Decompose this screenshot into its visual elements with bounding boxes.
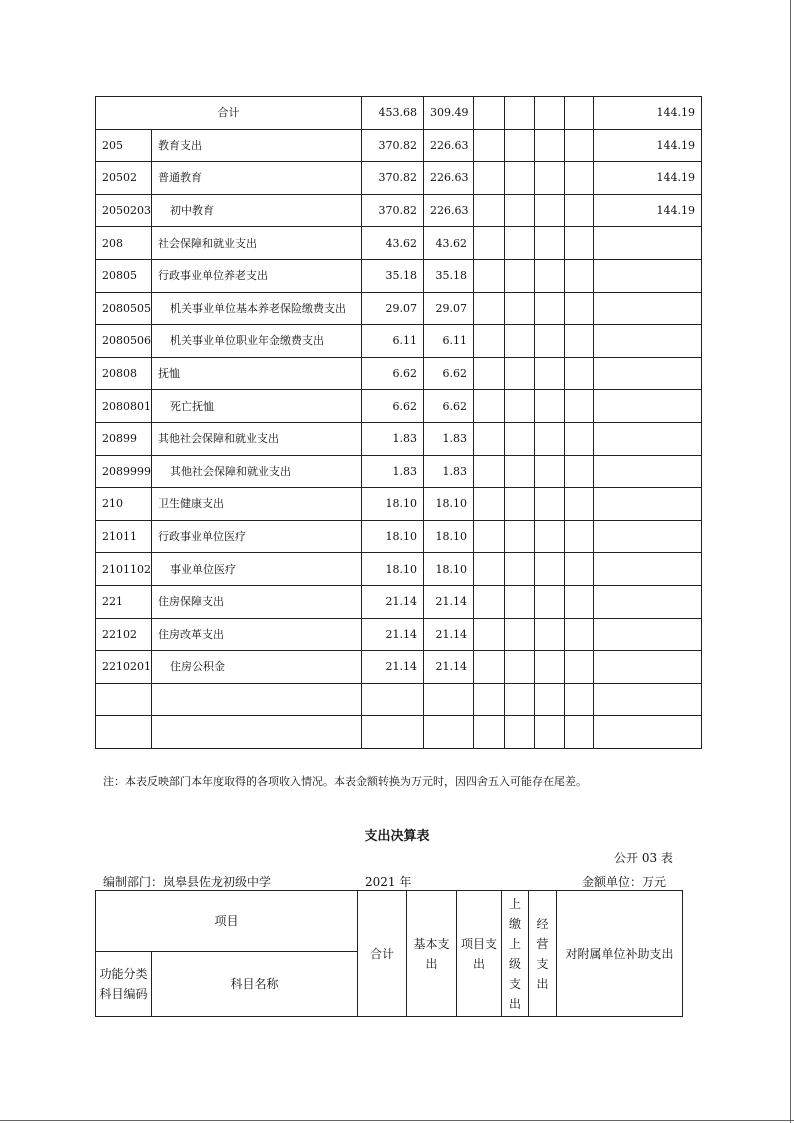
basic-cell: 1.83 — [424, 422, 474, 455]
basic-cell: 6.62 — [424, 390, 474, 423]
code-cell: 205 — [96, 129, 152, 162]
table-row — [96, 651, 702, 684]
subject-name-cell: 机关事业单位基本养老保险缴费支出 — [152, 292, 362, 325]
subject-name-cell: 教育支出 — [152, 129, 362, 162]
code-cell: 20899 — [96, 422, 152, 455]
expenditure-header-table — [95, 890, 683, 1017]
basic-cell: 21.14 — [424, 618, 474, 651]
amount-unit: 金额单位：万元 — [582, 875, 667, 889]
subject-name-cell: 住房公积金 — [152, 651, 362, 684]
compiling-department: 编制部门：岚皋县佐龙初级中学 — [103, 875, 272, 889]
basic-cell: 226.63 — [424, 194, 474, 227]
code-cell: 22102 — [96, 618, 152, 651]
header-basic: 基本支出 — [407, 891, 457, 1017]
code-cell: 20808 — [96, 357, 152, 390]
subsidy-cell — [594, 520, 702, 553]
total-label: 合计 — [96, 97, 362, 130]
total-cell: 6.62 — [362, 357, 424, 390]
subject-name-cell: 抚恤 — [152, 357, 362, 390]
subsidy-cell — [594, 292, 702, 325]
table-note: 注：本表反映部门本年度取得的各项收入情况。本表金额转换为万元时，因四舍五入可能存在尾差。 — [103, 775, 587, 788]
subsidy-cell — [594, 259, 702, 292]
income-detail-table — [95, 96, 702, 749]
subject-name-cell: 社会保障和就业支出 — [152, 227, 362, 260]
total-cell: 6.62 — [362, 390, 424, 423]
subsidy-cell — [594, 585, 702, 618]
report-year: 2021 年 — [365, 875, 412, 889]
table-row — [96, 585, 702, 618]
table-row — [96, 390, 702, 423]
total-cell: 370.82 — [362, 129, 424, 162]
basic-cell: 21.14 — [424, 651, 474, 684]
table-row — [96, 325, 702, 358]
subsidy-cell — [594, 553, 702, 586]
table-row — [96, 357, 702, 390]
basic-cell: 18.10 — [424, 520, 474, 553]
table-row — [96, 683, 702, 716]
basic-cell: 226.63 — [424, 162, 474, 195]
table-row — [96, 162, 702, 195]
table-row — [96, 292, 702, 325]
subsidy-cell — [594, 227, 702, 260]
subsidy-cell: 144.19 — [594, 97, 702, 130]
subsidy-cell — [594, 716, 702, 749]
table-row — [96, 455, 702, 488]
subsidy-cell: 144.19 — [594, 162, 702, 195]
code-cell — [96, 683, 152, 716]
page-edge-bottom — [0, 1120, 794, 1121]
code-cell: 208 — [96, 227, 152, 260]
table-row-total — [96, 97, 702, 130]
subject-name-cell: 行政事业单位养老支出 — [152, 259, 362, 292]
subsidy-cell — [594, 357, 702, 390]
subject-name-cell: 普通教育 — [152, 162, 362, 195]
subsidy-cell — [594, 618, 702, 651]
subject-name-cell: 死亡抚恤 — [152, 390, 362, 423]
total-cell: 370.82 — [362, 194, 424, 227]
subsidy-cell — [594, 488, 702, 521]
subject-name-cell: 事业单位医疗 — [152, 553, 362, 586]
total-cell: 43.62 — [362, 227, 424, 260]
total-cell: 370.82 — [362, 162, 424, 195]
form-number: 公开 03 表 — [614, 851, 673, 865]
basic-cell — [424, 683, 474, 716]
code-cell: 221 — [96, 585, 152, 618]
code-cell: 2080506 — [96, 325, 152, 358]
basic-cell: 226.63 — [424, 129, 474, 162]
total-cell: 21.14 — [362, 585, 424, 618]
subject-name-cell: 卫生健康支出 — [152, 488, 362, 521]
subject-name-cell: 其他社会保障和就业支出 — [152, 422, 362, 455]
code-cell: 21011 — [96, 520, 152, 553]
expenditure-table-title: 支出决算表 — [364, 829, 430, 844]
total-cell: 18.10 — [362, 488, 424, 521]
header-subject-name: 科目名称 — [152, 952, 358, 1017]
header-func-code: 功能分类科目编码 — [96, 952, 152, 1017]
subsidy-cell: 144.19 — [594, 194, 702, 227]
subsidy-cell — [594, 455, 702, 488]
table-row — [96, 259, 702, 292]
total-cell: 21.14 — [362, 618, 424, 651]
total-cell: 18.10 — [362, 553, 424, 586]
page-edge-right — [790, 0, 791, 1123]
total-cell — [362, 683, 424, 716]
basic-cell: 1.83 — [424, 455, 474, 488]
code-cell — [96, 716, 152, 749]
basic-cell: 21.14 — [424, 585, 474, 618]
total-cell: 453.68 — [362, 97, 424, 130]
basic-cell: 29.07 — [424, 292, 474, 325]
table-row — [96, 618, 702, 651]
table-row — [96, 194, 702, 227]
header-subsidy: 对附属单位补助支出 — [557, 891, 683, 1017]
subject-name-cell: 行政事业单位医疗 — [152, 520, 362, 553]
table-row — [96, 520, 702, 553]
subsidy-cell — [594, 325, 702, 358]
subject-name-cell: 其他社会保障和就业支出 — [152, 455, 362, 488]
code-cell: 210 — [96, 488, 152, 521]
code-cell: 2050203 — [96, 194, 152, 227]
subsidy-cell — [594, 422, 702, 455]
subject-name-cell: 机关事业单位职业年金缴费支出 — [152, 325, 362, 358]
header-total: 合计 — [358, 891, 407, 1017]
table-row — [96, 227, 702, 260]
table-row — [96, 553, 702, 586]
total-cell — [362, 716, 424, 749]
subsidy-cell: 144.19 — [594, 129, 702, 162]
code-cell: 2089999 — [96, 455, 152, 488]
total-cell: 1.83 — [362, 455, 424, 488]
basic-cell: 43.62 — [424, 227, 474, 260]
total-cell: 18.10 — [362, 520, 424, 553]
basic-cell: 6.11 — [424, 325, 474, 358]
basic-cell: 35.18 — [424, 259, 474, 292]
total-cell: 29.07 — [362, 292, 424, 325]
subject-name-cell: 住房改革支出 — [152, 618, 362, 651]
subject-name-cell — [152, 683, 362, 716]
subsidy-cell — [594, 390, 702, 423]
header-upper: 上缴上级支出 — [502, 891, 529, 1017]
basic-cell: 18.10 — [424, 553, 474, 586]
subsidy-cell — [594, 683, 702, 716]
basic-cell: 6.62 — [424, 357, 474, 390]
code-cell: 2101102 — [96, 553, 152, 586]
code-cell: 2210201 — [96, 651, 152, 684]
total-cell: 21.14 — [362, 651, 424, 684]
total-cell: 6.11 — [362, 325, 424, 358]
total-cell: 1.83 — [362, 422, 424, 455]
subject-name-cell: 住房保障支出 — [152, 585, 362, 618]
code-cell: 2080801 — [96, 390, 152, 423]
table-row — [96, 716, 702, 749]
code-cell: 20502 — [96, 162, 152, 195]
code-cell: 2080505 — [96, 292, 152, 325]
table-row — [96, 488, 702, 521]
subject-name-cell: 初中教育 — [152, 194, 362, 227]
basic-cell — [424, 716, 474, 749]
header-project: 项目支出 — [457, 891, 502, 1017]
subsidy-cell — [594, 651, 702, 684]
header-operating: 经营支出 — [529, 891, 557, 1017]
basic-cell: 18.10 — [424, 488, 474, 521]
table-row — [96, 422, 702, 455]
total-cell: 35.18 — [362, 259, 424, 292]
code-cell: 20805 — [96, 259, 152, 292]
subject-name-cell — [152, 716, 362, 749]
basic-cell: 309.49 — [424, 97, 474, 130]
table-row — [96, 129, 702, 162]
header-item: 项目 — [96, 891, 358, 952]
